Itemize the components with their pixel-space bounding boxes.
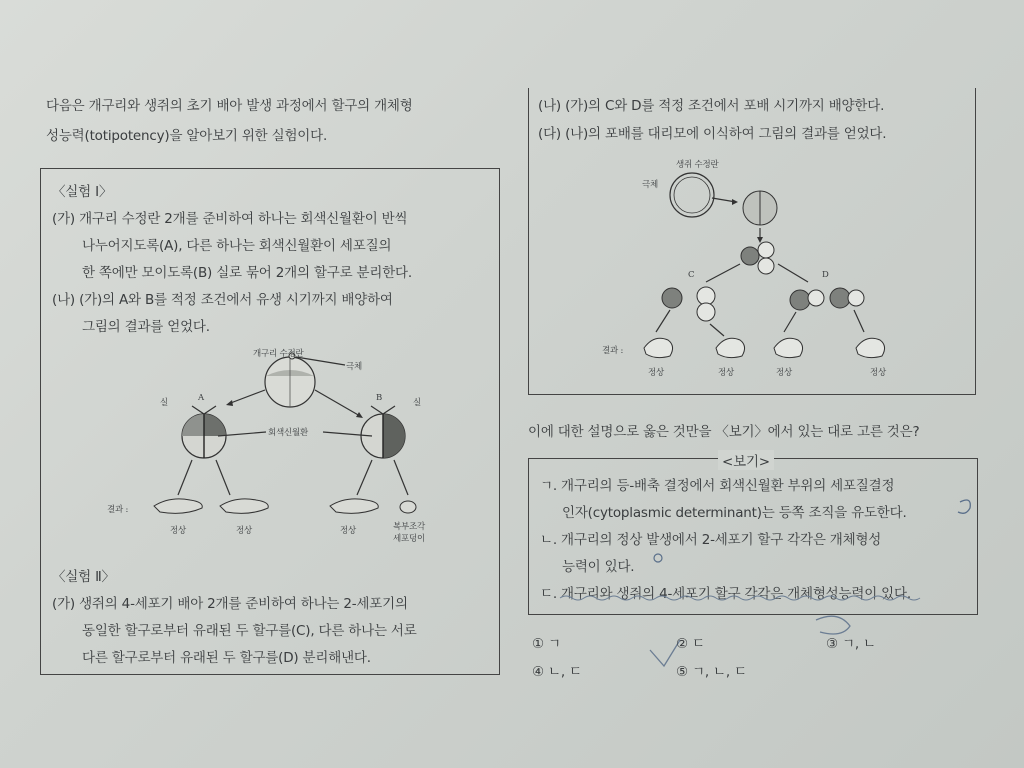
choice-4[interactable]: ④ ㄴ, ㄷ	[532, 664, 582, 680]
label-d: D	[822, 270, 829, 280]
mouse-result-3: 정상	[776, 368, 793, 378]
exp1-title: 〈실험 Ⅰ〉	[52, 184, 113, 200]
label-c: C	[688, 270, 695, 280]
thread-label-a: 실	[160, 398, 169, 408]
mouse-result-label: 결과 :	[602, 346, 624, 356]
intro-line-1: 다음은 개구리와 생쥐의 초기 배아 발생 과정에서 할구의 개체형	[46, 98, 413, 114]
exp1-ga-line-1: (가) 개구리 수정란 2개를 준비하여 하나는 회색신월환이 반씩	[52, 211, 408, 227]
frog-result-1: 정상	[170, 526, 187, 536]
exp2-ga-line-3: 다른 할구로부터 유래된 두 할구를(D) 분리해낸다.	[82, 650, 371, 666]
frog-result-2: 정상	[236, 526, 253, 536]
exp2-na-line: (나) (가)의 C와 D를 적정 조건에서 포배 시기까지 배양한다.	[538, 98, 885, 114]
question-text: 이에 대한 설명으로 옳은 것만을 〈보기〉에서 있는 대로 고른 것은?	[528, 424, 920, 440]
bogi-n-line-1: ㄴ. 개구리의 정상 발생에서 2-세포기 할구 각각은 개체형성	[540, 532, 882, 548]
frog-experiment-figure	[80, 340, 500, 540]
frog-polar-label: 극체	[346, 362, 363, 372]
mouse-result-2: 정상	[718, 368, 735, 378]
frog-result-3: 정상	[340, 526, 357, 536]
bogi-g-line-2: 인자(cytoplasmic determinant)는 등쪽 조직을 유도한다.	[562, 505, 907, 521]
exp2-ga-line-2: 동일한 할구로부터 유래된 두 할구를(C), 다른 하나는 서로	[82, 623, 417, 639]
thread-label-b: 실	[413, 398, 422, 408]
exp2-title: 〈실험 Ⅱ〉	[52, 569, 115, 585]
frog-zygote-label: 개구리 수정란	[253, 349, 304, 359]
choice-5[interactable]: ⑤ ㄱ, ㄴ, ㄷ	[676, 664, 747, 680]
choice-2[interactable]: ② ㄷ	[676, 636, 705, 652]
mouse-result-4: 정상	[870, 368, 887, 378]
bogi-title: <보기>	[718, 450, 774, 470]
choice-1[interactable]: ① ㄱ	[532, 636, 561, 652]
frog-result-4a: 복부조각	[393, 522, 426, 532]
exp1-na-line-1: (나) (가)의 A와 B를 적정 조건에서 유생 시기까지 배양하여	[52, 292, 393, 308]
gray-crescent-label: 회색신월환	[268, 428, 309, 438]
label-b: B	[376, 393, 383, 403]
exp1-ga-line-2: 나누어지도록(A), 다른 하나는 회색신월환이 세포질의	[82, 238, 392, 254]
frog-result-4b: 세포덩이	[393, 534, 426, 544]
label-a: A	[198, 393, 204, 403]
handwritten-marks	[520, 490, 980, 610]
bogi-n-line-2: 능력이 있다.	[562, 559, 635, 575]
exp1-na-line-2: 그림의 결과를 얻었다.	[82, 319, 210, 335]
exp1-ga-line-3: 한 쪽에만 모이도록(B) 실로 묶어 2개의 할구로 분리한다.	[82, 265, 412, 281]
exp2-da-line: (다) (나)의 포배를 대리모에 이식하여 그림의 결과를 얻었다.	[538, 126, 887, 142]
exp2-ga-line-1: (가) 생쥐의 4-세포기 배아 2개를 준비하여 하나는 2-세포기의	[52, 596, 408, 612]
mouse-result-1: 정상	[648, 368, 665, 378]
choice-3[interactable]: ③ ㄱ, ㄴ	[826, 636, 876, 652]
mouse-zygote-label: 생쥐 수정란	[676, 160, 719, 170]
mouse-polar-label: 극체	[642, 180, 659, 190]
bogi-g-line-1: ㄱ. 개구리의 등-배축 결정에서 회색신월환 부위의 세포질결정	[540, 478, 895, 494]
bogi-d-line: ㄷ. 개구리와 생쥐의 4-세포기 할구 각각은 개체형성능력이 있다.	[540, 586, 911, 602]
frog-result-label: 결과 :	[107, 505, 129, 515]
intro-line-2: 성능력(totipotency)을 알아보기 위한 실험이다.	[46, 128, 328, 144]
